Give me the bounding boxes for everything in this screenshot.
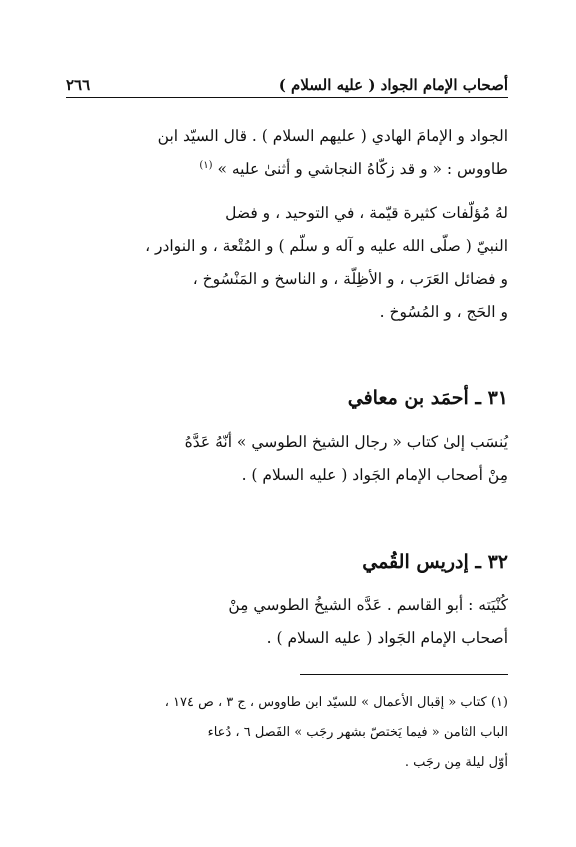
entry-31-paragraph — [66, 426, 508, 492]
works-line-4: و الحَج ، و المُسُوخ . — [379, 303, 508, 321]
entry-32-line-1: كُنْيَته : أبو القاسم . عَدَّه الشيخُ الطوسي مِنْ — [228, 596, 508, 614]
footnote — [66, 688, 508, 778]
running-title: أصحاب الإمام الجواد ( عليه السلام ) — [278, 76, 508, 94]
entry-31-heading: ٣١ ـ أحمَد بن معافي — [347, 387, 508, 409]
entry-31-line-2: مِنْ أصحاب الإمام الجَواد ( عليه السلام ) . — [241, 466, 508, 484]
page-number: ٢٦٦ — [66, 76, 91, 94]
entry-32-heading: ٣٢ ـ إدريس القُمي — [362, 551, 508, 573]
entry-32-paragraph — [66, 589, 508, 655]
works-line-2: النبيّ ( صلّى الله عليه و آله و سلّم ) و المُتْعة ، و النوادر ، — [145, 237, 508, 255]
footnote-line-2: الباب الثامن « فيما يَختصّ بشهر رجَب » الفَصل ٦ ، دُعاء — [207, 725, 508, 740]
intro-line-2 — [66, 153, 508, 186]
works-line-3: و فضائل العَرَب ، و الأظِلّة ، و الناسخ و المَنْسُوخ ، — [192, 270, 508, 288]
entry-31-line-1: يُنسَب إلىٰ كتاب « رجال الشيخ الطوسي » أنّهُ عَدَّهُ — [184, 433, 508, 451]
footnote-line-1: (١) كتاب « إقبال الأعمال » للسيّد ابن طاووس ، ج ٣ ، ص ١٧٤ ، — [164, 695, 508, 710]
page-header — [66, 68, 508, 94]
header-rule — [66, 97, 508, 98]
works-line-1: لهُ مُؤلّفات كثيرة قيّمة ، في التوحيد ، و فضل — [225, 204, 508, 222]
footnote-rule — [300, 674, 508, 675]
intro-line-1: الجواد و الإمامَ الهادي ( عليهم السلام ) . قال السيّد ابن — [157, 127, 508, 145]
intro-paragraph — [66, 120, 508, 186]
entry-32-line-2: أصحاب الإمام الجَواد ( عليه السلام ) . — [266, 629, 508, 647]
intro-line-2-text: طاووس : « و قد زكّاهُ النجاشي و أثنىٰ عليه » — [217, 160, 508, 178]
footnote-reference: (١) — [199, 159, 213, 171]
works-paragraph — [66, 197, 508, 329]
footnote-line-3: أوّل ليلة مِن رجَب . — [404, 755, 508, 770]
